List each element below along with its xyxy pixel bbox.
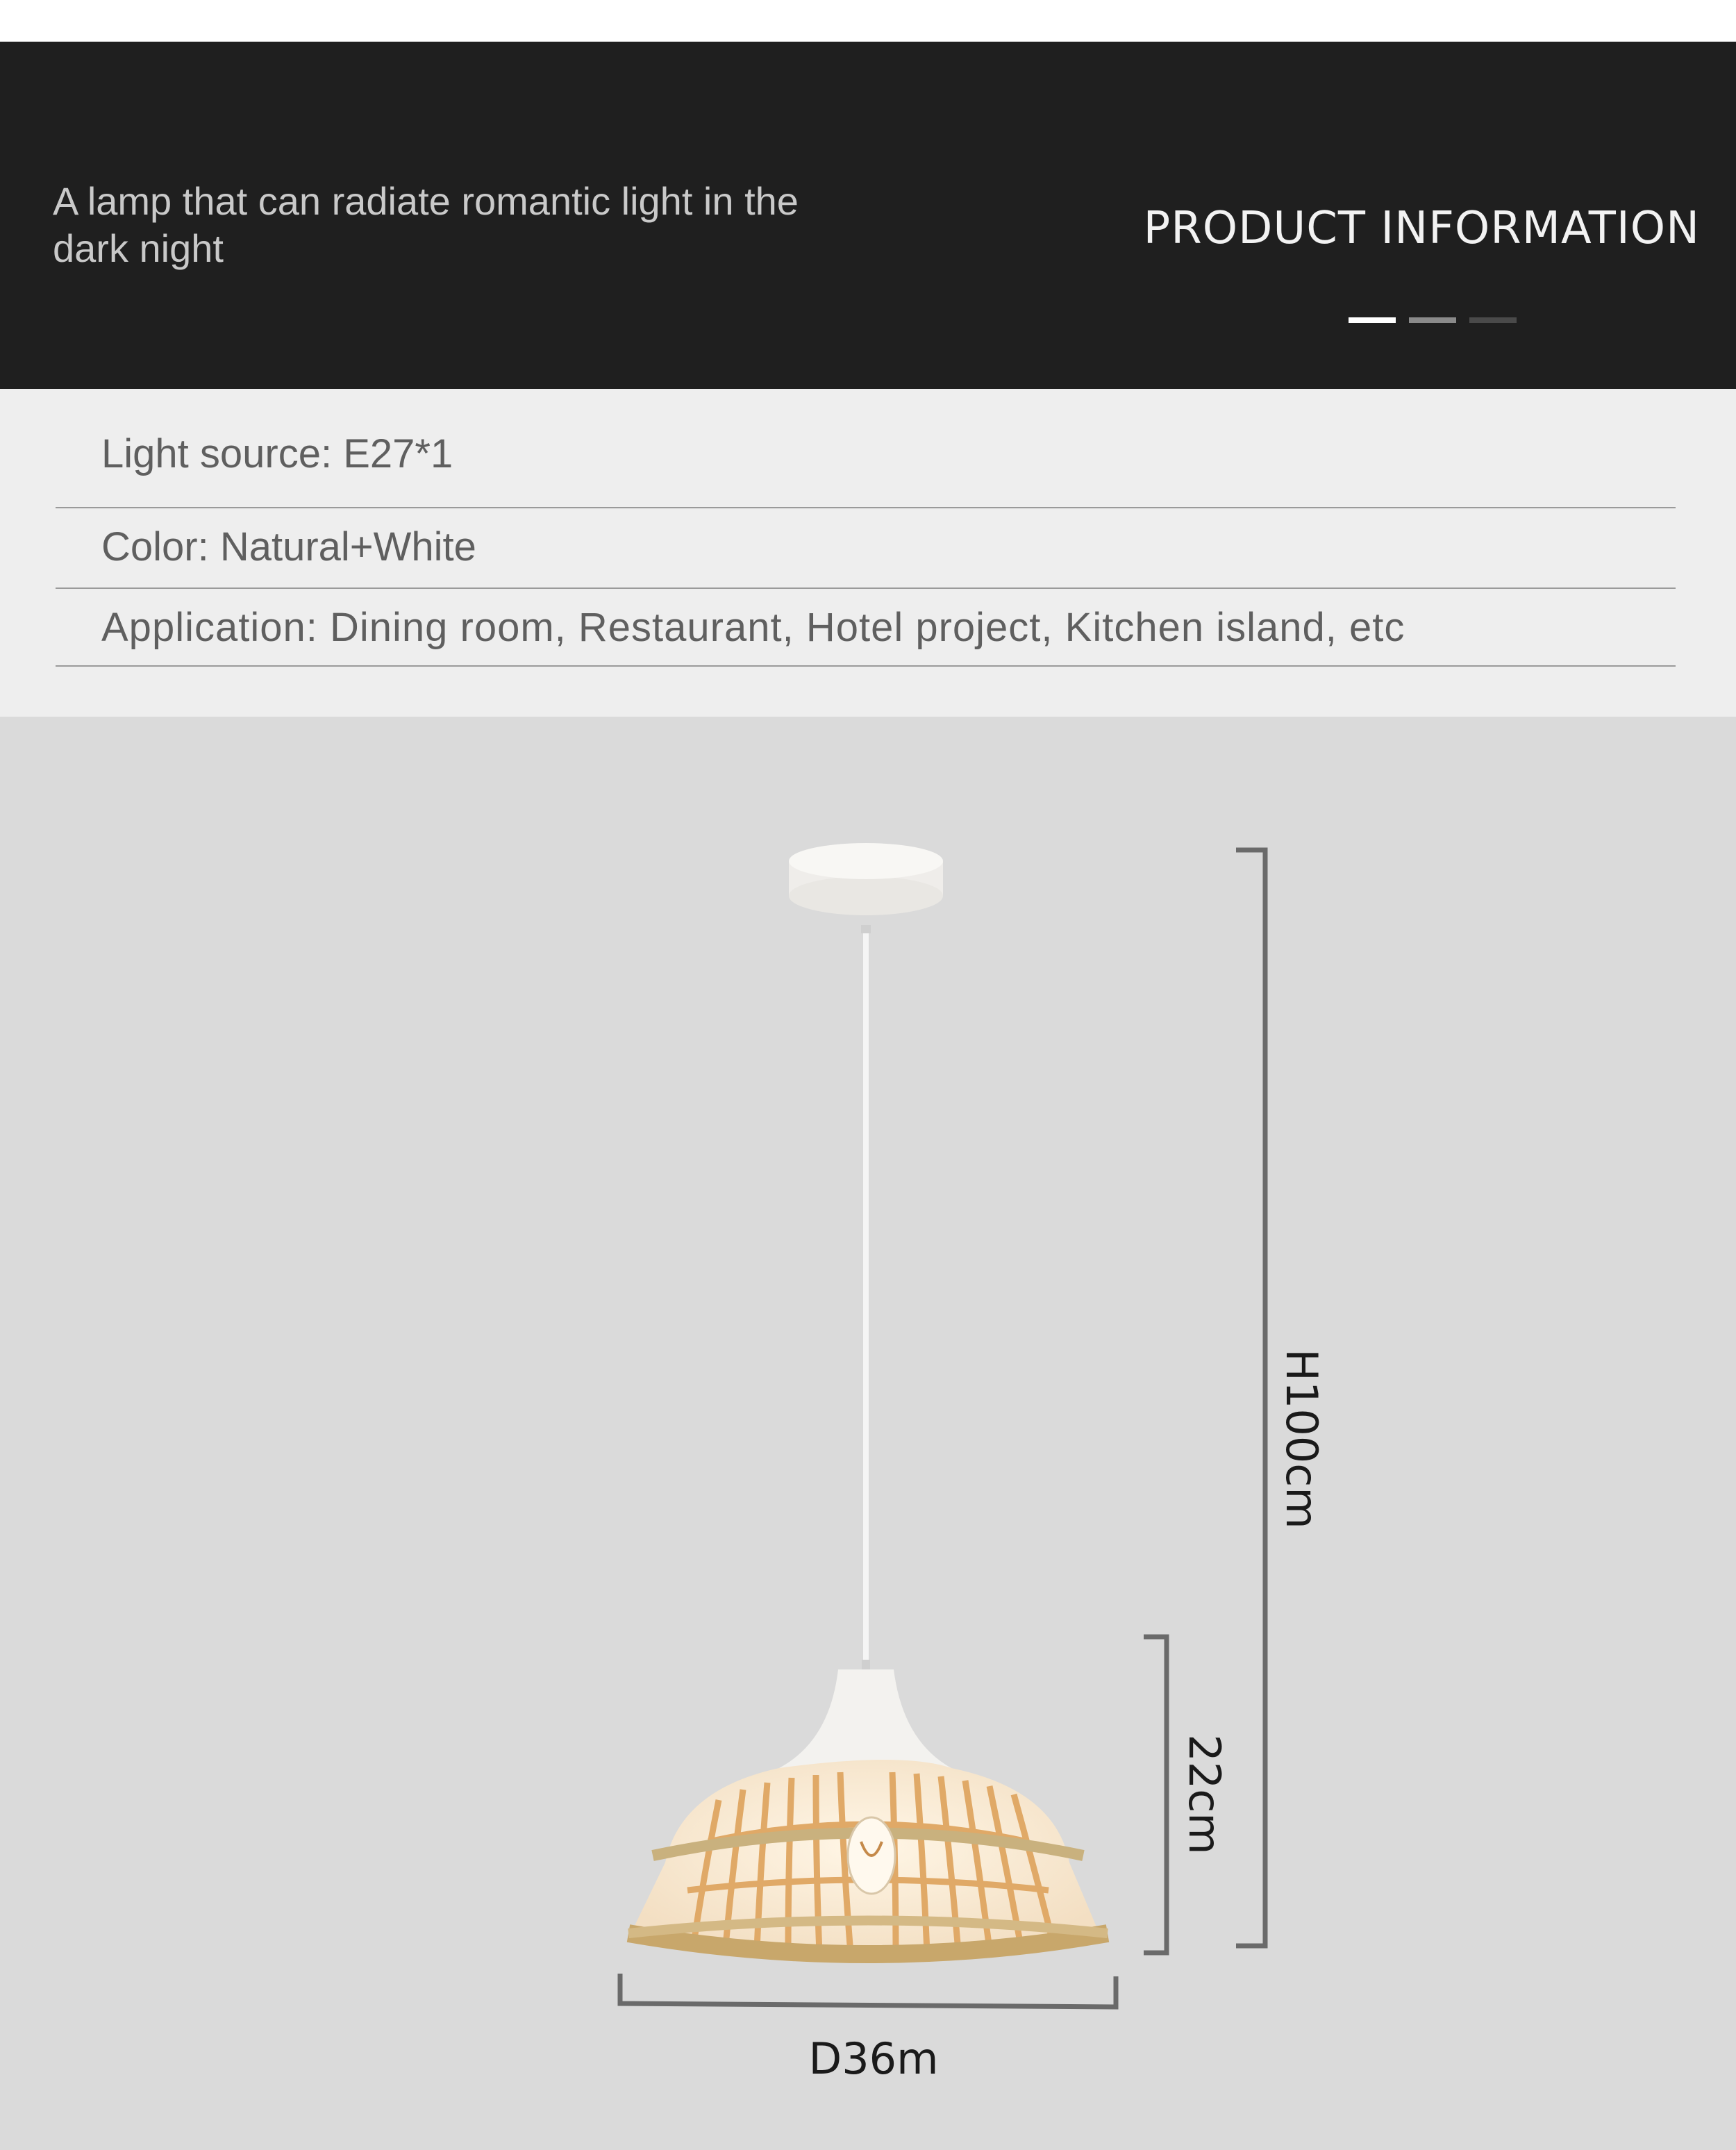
shade-height-label: 22cm (1179, 1734, 1230, 1855)
dash-active (1349, 317, 1396, 323)
dimension-diagram (0, 717, 1736, 2150)
shade-height-bracket (1144, 1637, 1167, 1953)
height-bracket (1236, 850, 1265, 1946)
title-dash-indicator (1349, 317, 1517, 323)
height-label: H100cm (1276, 1349, 1327, 1529)
top-margin (0, 0, 1736, 42)
diameter-bracket (620, 1974, 1116, 2007)
spec-divider (56, 588, 1676, 589)
tagline: A lamp that can radiate romantic light in the dark night (53, 179, 799, 270)
spec-color: Color: Natural+White (101, 524, 476, 569)
spec-light-source: Light source: E27*1 (101, 431, 453, 476)
spec-divider (56, 507, 1676, 508)
spec-list (0, 389, 1736, 717)
lamp-illustration (0, 717, 1736, 2150)
header-banner (0, 42, 1736, 389)
dash-last (1469, 317, 1517, 323)
spec-application: Application: Dining room, Restaurant, Hotel project, Kitchen island, etc (101, 605, 1405, 650)
ceiling-canopy (789, 843, 943, 933)
rattan-shade (628, 1760, 1108, 1954)
diameter-label: D36m (808, 2033, 939, 2084)
spec-divider (56, 665, 1676, 667)
section-title: PRODUCT INFORMATION (1143, 203, 1700, 254)
shade-cap (779, 1669, 951, 1768)
dash-middle (1409, 317, 1456, 323)
